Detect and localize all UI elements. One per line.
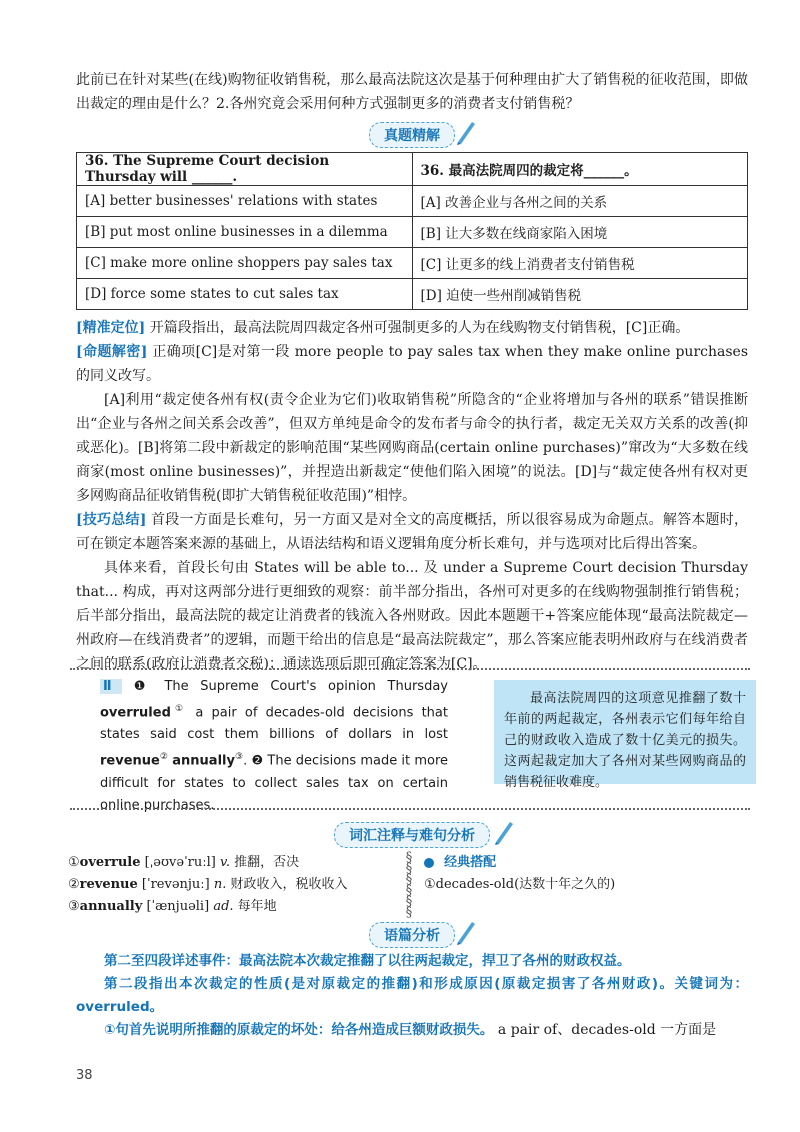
paragraph-number: Ⅱ	[100, 679, 122, 694]
analysis-locate: [精准定位] 开篇段指出，最高法院周四裁定各州可强制更多的人为在线购物支付销售税，[C]正确。	[76, 320, 690, 336]
table-row	[77, 186, 748, 217]
answer-analysis	[76, 316, 748, 676]
tag-decode: [命题解密]	[76, 344, 148, 360]
section-title: 词汇注释与难句分析	[334, 822, 490, 848]
section-title: 真题精解	[369, 122, 455, 148]
bullet-icon	[424, 858, 434, 868]
divider	[70, 668, 750, 670]
discourse-line: 第二段指出本次裁定的性质(是对原裁定的推翻)和形成原因(原裁定损害了各州财政)。关键词为：overruled。	[76, 976, 748, 1015]
discourse-analysis	[76, 950, 748, 1042]
analysis-distractors: [A]利用“裁定使各州有权(责令企业为它们)收取销售税”所隐含的“企业将增加与各州的联系”错误推断出“企业与各州之间关系会改善”，但双方单纯是命令的发布者与命令的执行者，裁定无关双方关系的改善(抑或恶化)。[B]将第二段中新裁定的影响范围“某些网购商品(certain online purchases)”窜改为“大多数在线商家(most online businesses)”，并捏造出新裁定“使他们陷入困境”的说法。[D]与“裁定使各州有权对更多网购商品征收销售税(即扩大销售税征收范围)”相悖。	[76, 392, 748, 504]
discourse-line: 第二至四段详述事件：最高法院本次裁定推翻了以往两起裁定，捍卫了各州的财政权益。	[104, 953, 631, 969]
pen-icon	[452, 918, 478, 946]
option-en: [C] make more online shoppers pay sales tax	[77, 248, 413, 279]
analysis-detail: 具体来看，首段长句由 States will be able to... 及 under a Supreme Court decision Thursday that... 构成，再对这两部分进行更细致的观察：前半部分指出，各州可对更多的在线购物强制推行销售税；后半部分指出，最高法院的裁定让消费者的钱流入各州财政。因此本题题干+答案应能体现“最高法院裁定—州政府—在线消费者”的逻辑，而题干给出的信息是“最高法院裁定”，那么答案应能表明州政府与在线消费者之间的联系(政府让消费者交税)；通读选项后即可确定答案为[C]。	[76, 560, 748, 672]
table-row	[77, 217, 748, 248]
vocab-list	[68, 852, 398, 918]
option-en: [B] put most online businesses in a dilemma	[77, 217, 413, 248]
table-row	[77, 279, 748, 310]
collocation-item: ①decades-old(达数十年之久的)	[424, 877, 616, 892]
option-en: [D] force some states to cut sales tax	[77, 279, 413, 310]
section-head-yupian	[76, 918, 748, 948]
vocab-word: overruled	[100, 705, 171, 721]
question-cn: 36. 最高法院周四的裁定将______。	[412, 153, 748, 186]
page-number: 38	[76, 1068, 93, 1083]
option-cn: [C] 让更多的线上消费者支付销售税	[412, 248, 748, 279]
tag-skill: [技巧总结]	[76, 512, 147, 528]
question-table	[76, 152, 748, 310]
vocab-item: ③annually [ˈænjuəli] ad. 每年地	[68, 899, 277, 914]
collocation-title: 经典搭配	[444, 855, 497, 870]
table-header-row	[77, 153, 748, 186]
section-head-zhenti	[76, 118, 748, 148]
intro-paragraph: 此前已在针对某些(在线)购物征收销售税，那么最高法院这次是基于何种理由扩大了销售税的征收范围，即做出裁定的理由是什么？2.各州究竟会采用何种方式强制更多的消费者支付销售税？	[76, 72, 748, 112]
analysis-skill: [技巧总结] 首段一方面是长难句，另一方面又是对全文的高度概括，所以很容易成为命题点。解答本题时，可在锁定本题答案来源的基础上，从语法结构和语义逻辑角度分析长难句，并与选项对比后得出答案。	[76, 512, 748, 552]
tag-locate: [精准定位]	[76, 320, 146, 336]
analysis-decode: [命题解密] 正确项[C]是对第一段 more people to pay sales tax when they make online purchases 的同义改写。	[76, 344, 749, 384]
collocation-block	[424, 852, 744, 896]
question-en: 36. The Supreme Court decision Thursday will ______.	[77, 153, 413, 186]
table-row	[77, 248, 748, 279]
section-head-cihui	[76, 818, 748, 848]
vocab-item: ①overrule [ˌəʊvəˈruːl] v. 推翻，否决	[68, 855, 300, 870]
passage-translation: 最高法院周四的这项意见推翻了数十年前的两起裁定，各州表示它们每年给自己的财政收入造成了数十亿美元的损失。这两起裁定加大了各州对某些网购商品的销售税征收难度。	[494, 680, 756, 784]
pen-icon	[452, 118, 478, 146]
vocab-word: revenue	[100, 753, 160, 769]
section-title: 语篇分析	[369, 922, 455, 948]
passage-english: Ⅱ ❶ The Supreme Court's opinion Thursday overruled① a pair of decades-old decisions that states said cost them billions of dollars in lost revenue② annually③. ❷ The decisions made it more difficult for states to collect sales tax on certain online purchases.	[100, 679, 448, 813]
divider	[70, 808, 750, 810]
chain-divider-icon: § § § § § §	[405, 850, 413, 920]
option-cn: [A] 改善企业与各州之间的关系	[412, 186, 748, 217]
intro-text	[76, 68, 748, 116]
option-cn: [D] 迫使一些州削减销售税	[412, 279, 748, 310]
option-cn: [B] 让大多数在线商家陷入困境	[412, 217, 748, 248]
vocab-item: ②revenue [ˈrevənjuː] n. 财政收入，税收收入	[68, 877, 348, 892]
pen-icon	[490, 818, 516, 846]
vocab-word: annually	[172, 753, 235, 769]
discourse-line: ①句首先说明所推翻的原裁定的坏处：给各州造成巨额财政损失。 a pair of、decades-old 一方面是	[104, 1022, 717, 1038]
passage-block	[76, 672, 748, 813]
option-en: [A] better businesses' relations with states	[77, 186, 413, 217]
